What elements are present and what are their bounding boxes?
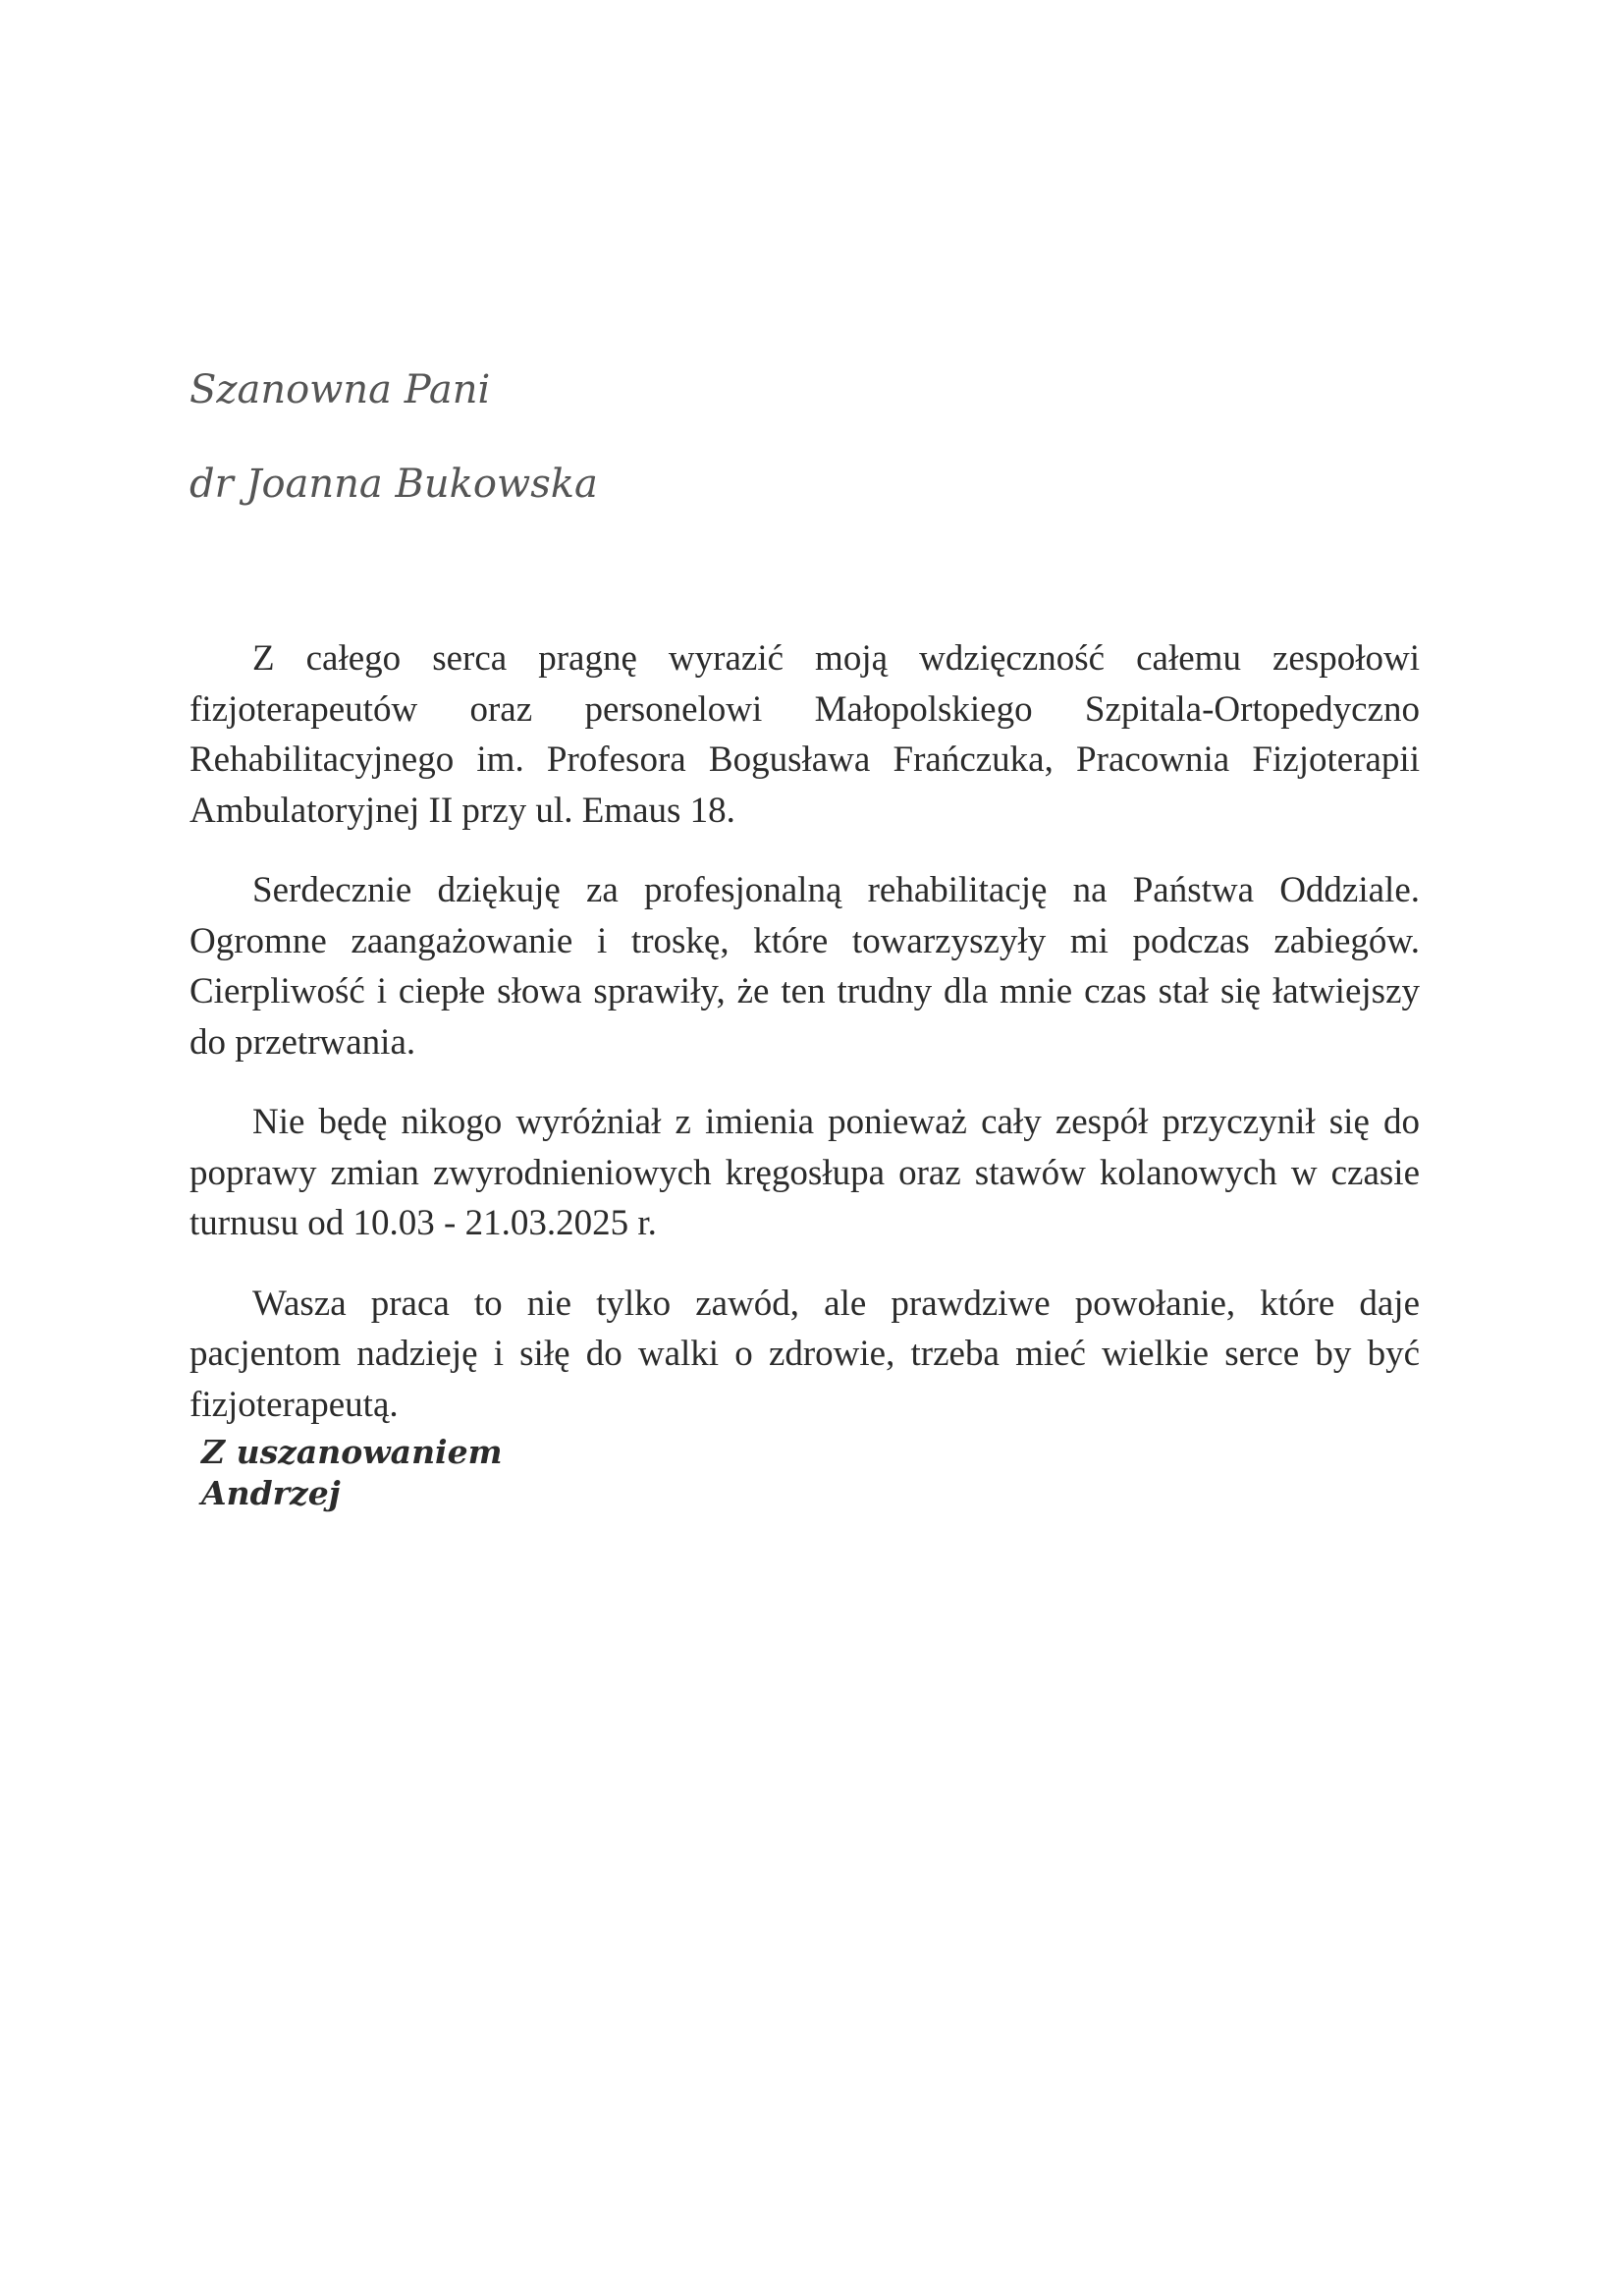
- signature-name: Andrzej: [201, 1474, 341, 1512]
- salutation-recipient-name: dr Joanna Bukowska: [189, 462, 598, 507]
- paragraph-gratitude: Z całego serca pragnę wyrazić moją wdzięczność całemu zespołowi fizjoterapeutów oraz personelowi Małopolskiego Szpitala-Ortopedyczno Rehabilitacyjnego im. Profesora Bogusława Frańczuka, Pracownia Fizjoterapii Ambulatoryjnej II przy ul. Emaus 18.: [189, 638, 1420, 831]
- paragraph-team: Nie będę nikogo wyróżniał z imienia ponieważ cały zespół przyczynił się do poprawy zmian zwyrodnieniowych kręgosłupa oraz stawów kolanowych w czasie turnusu od 10.03 - 21.03.2025 r.: [189, 1102, 1420, 1243]
- paragraph-thanks: Serdecznie dziękuję za profesjonalną rehabilitację na Państwa Oddziale. Ogromne zaangażowanie i troskę, które towarzyszyły mi podczas zabiegów. Cierpliwość i ciepłe słowa sprawiły, że ten trudny dla mnie czas stał się łatwiejszy do przetrwania.: [189, 870, 1420, 1063]
- salutation-line-1: Szanowna Pani: [189, 367, 491, 412]
- letter-closing: [201, 1432, 503, 1514]
- letter-body: [189, 633, 1420, 1459]
- closing-phrase: Z uszanowaniem: [201, 1433, 503, 1471]
- paragraph-vocation: Wasza praca to nie tylko zawód, ale prawdziwe powołanie, które daje pacjentom nadzieję i siłę do walki o zdrowie, trzeba mieć wielkie serce by być fizjoterapeutą.: [189, 1283, 1420, 1425]
